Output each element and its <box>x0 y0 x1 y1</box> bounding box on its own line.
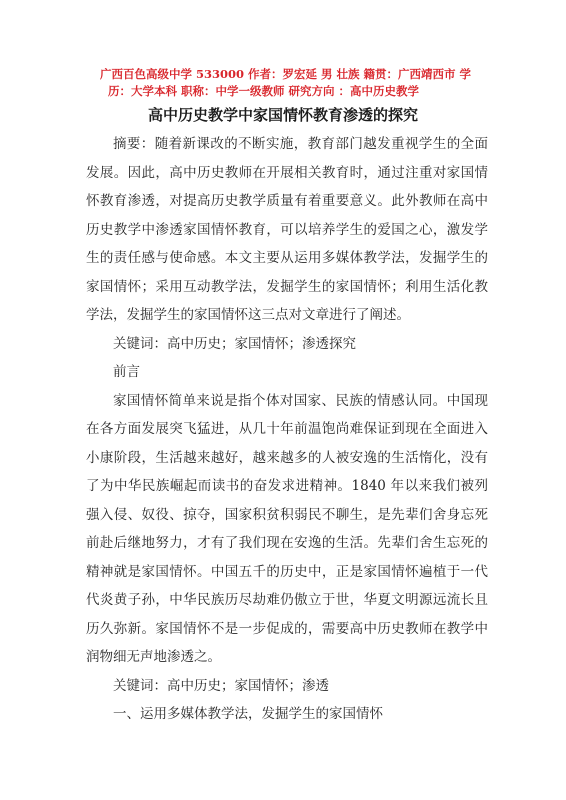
author-info-line-1: 广西百色高级中学 533000 作者：罗宏延 男 壮族 籍贯：广西靖西市 学 <box>100 67 472 81</box>
author-info-line-2: 历：大学本科 职称：中学一级教师 研究方向 ：高中历史教学 <box>108 84 420 98</box>
keywords-line: 关键词：高中历史；家国情怀；渗透探究 <box>113 335 356 352</box>
abstract-paragraph: 摘要：随着新课改的不断实施，教育部门越发重视学生的全面发展。因此，高中历史教师在开展相关教育时，通过注重对家国情怀教育渗透，对提高历史教学质量有着重要意义。此外教师在高中历史教学中渗透家国情怀教育，可以培养学生的爱国之心，激发学生的责任感与使命感。本文主要从运用多媒体教学法，发掘学生的家国情怀；采用互动教学法，发掘学生的家国情怀；利用生活化教学法，发掘学生的家国情怀这三点对文章进行了阐述。 <box>86 136 488 323</box>
article-title: 高中历史教学中家国情怀教育渗透的探究 <box>147 106 418 124</box>
author-info <box>100 66 492 100</box>
preface-paragraph: 家国情怀简单来说是指个体对国家、民族的情感认同。中国现在各方面发展突飞猛进，从几十年前温饱尚难保证到现在全面进入小康阶段，生活越来越好，越来越多的人被安逸的生活惰化，没有了为中华民族崛起而读书的奋发求进精神。1840 年以来我们被列强入侵、奴役、掠夺，国家积贫积弱民不聊生，是先辈们舍身忘死前赴后继地努力，才有了我们现在安逸的生活。先辈们舍生忘死的精神就是家国情怀。中国五千的历史中，正是家国情怀遍植于一代代炎黄子孙，中华民族历尽劫难仍傲立于世，华夏文明源远流长且历久弥新。家国情怀不是一步促成的，需要高中历史教师在教学中润物细无声地渗透之。 <box>86 392 488 665</box>
section-heading: 一、运用多媒体教学法，发掘学生的家国情怀 <box>113 706 383 722</box>
keywords-line-2: 关键词：高中历史；家国情怀；渗透 <box>113 677 329 694</box>
preface-heading: 前言 <box>113 364 140 380</box>
article-body <box>86 130 488 729</box>
